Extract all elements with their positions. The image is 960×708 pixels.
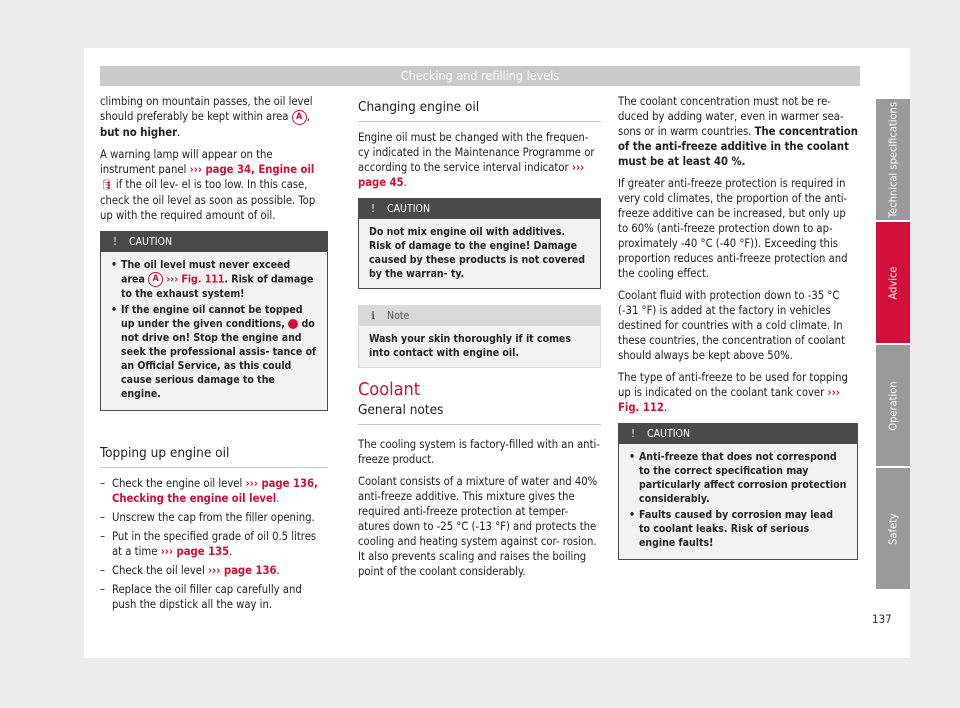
caution-header: ! CAUTION — [619, 424, 857, 444]
oil-can-icon: 🛢 — [100, 179, 113, 191]
step-item: – Replace the oil filler cap carefully and push the dipstick all the way in. — [100, 582, 328, 612]
warning-lamp-paragraph: A warning lamp will appear on the instrument panel ››› page 34, Engine oil 🛢 if the oil lev- el is too low. In this case, check the oil level as soon as possible. Top up with the required amount of oil. — [100, 147, 316, 222]
area-a-marker: A — [148, 272, 163, 287]
step-item: – Put in the specified grade of oil 0.5 litres at a time ››› page 135. — [100, 529, 328, 559]
warning-icon: ! — [113, 235, 117, 248]
section-tabs — [876, 99, 910, 591]
antifreeze-type-paragraph: The type of anti-freeze to be used for topping up is indicated on the coolant tank cover ››› Fig. 112. — [618, 371, 848, 414]
concentration-paragraph: The coolant concentration must not be re- duced by adding water, even in warmer sea- sons or in warm countries. The concentration of the anti-freeze additive in the coolant must be at least 40 %. — [618, 95, 858, 168]
caution-bullet: • Faults caused by corrosion may lead to coolant leaks. Risk of serious engine faults! — [629, 508, 847, 550]
caution-header: ! CAUTION — [359, 199, 600, 219]
tab-technical-specifications[interactable]: Technical specifications — [876, 99, 910, 220]
caution-bullet: • Anti-freeze that does not correspond to the correct specification may particularly affect corrosion protection considerably. — [629, 450, 847, 506]
cooling-system-paragraph: The cooling system is factory-filled with an anti-freeze product. — [358, 438, 600, 466]
caution-bullet: • The oil level must never exceed area A ››› Fig. 111. Risk of damage to the exhaust system! — [111, 258, 317, 301]
link-fig-111[interactable]: ››› Fig. 111 — [166, 273, 225, 285]
caution-text: Do not mix engine oil with additives. Risk of damage to the engine! Damage caused by these products is not covered by the warran- ty. — [369, 226, 586, 280]
general-notes-title: General notes — [358, 403, 601, 425]
cold-climate-paragraph: If greater anti-freeze protection is required in very cold climates, the proportion of the anti- freeze additive can be increased, but only up to 60% (anti-freeze protection down to ap- proximately -40 °C (-40 °F)). Exceeding this proportion reduces anti-freeze protection and the cooling effect. — [618, 177, 848, 280]
column-2 — [358, 94, 601, 586]
oil-level-paragraph: climbing on mountain passes, the oil level should preferably be kept within area A , but no higher. — [100, 95, 313, 139]
page-header: Checking and refilling levels — [100, 66, 860, 86]
topping-up-title: Topping up engine oil — [100, 441, 328, 468]
warning-icon: ! — [371, 203, 375, 215]
tab-advice[interactable]: Advice — [876, 222, 910, 343]
coolant-title: Coolant — [358, 379, 421, 400]
caution-header: ! CAUTION — [101, 232, 327, 252]
caution-bullet: • If the engine oil cannot be topped up under the given conditions, do not drive on! Stop the engine and seek the professional assis- tance of an Official Service, as this could cause serious damage to the engine. — [111, 303, 317, 401]
note-text: Wash your skin thoroughly if it comes into contact with engine oil. — [369, 333, 571, 359]
warning-icon: ! — [631, 428, 635, 440]
info-icon: ℹ — [371, 310, 375, 322]
changing-oil-paragraph: Engine oil must be changed with the frequen- cy indicated in the Maintenance Programme or according to the service interval indicator ››› page 45. — [358, 131, 595, 189]
tab-safety[interactable]: Safety — [876, 468, 910, 589]
column-3 — [618, 94, 858, 568]
link-page-45[interactable]: ››› page 45 — [358, 161, 585, 189]
link-page-136[interactable]: ››› page 136, Checking the engine oil level — [112, 476, 318, 505]
warning-lamp-icon — [288, 319, 298, 329]
step-item: – Check the oil level ››› page 136. — [100, 563, 328, 578]
coolant-mixture-paragraph: Coolant consists of a mixture of water and 40% anti-freeze additive. This mixture gives the required anti-freeze protection at temper- atures down to -25 °C (-13 °F) and protects the cooling and heating system against cor- rosion. It also prevents scaling and raises the boiling point of the coolant considerably. — [358, 475, 598, 578]
tab-operation[interactable]: Operation — [876, 345, 910, 466]
note-header: ℹ Note — [359, 306, 600, 326]
factory-coolant-paragraph: Coolant fluid with protection down to -35 °C (-31 °F) is added at the factory in vehicles destined for countries with a cold climate. In these countries, the concentration of coolant should always be kept above 50%. — [618, 289, 845, 362]
step-item: – Unscrew the cap from the filler opening. — [100, 510, 328, 525]
changing-oil-title: Changing engine oil — [358, 94, 601, 122]
caution-box-additives — [358, 198, 601, 289]
link-page-135[interactable]: ››› page 135 — [160, 544, 230, 558]
step-item: – Check the engine oil level ››› page 136, Checking the engine oil level. — [100, 476, 328, 506]
caution-box-oil — [100, 231, 328, 411]
link-page-136[interactable]: ››› page 136 — [207, 563, 277, 577]
link-page-34[interactable]: ››› page 34, Engine oil — [189, 162, 315, 176]
link-fig-112[interactable]: ››› Fig. 112 — [618, 386, 840, 414]
note-box — [358, 305, 601, 368]
page-number: 137 — [872, 612, 892, 626]
column-1 — [100, 94, 328, 616]
caution-box-antifreeze — [618, 423, 858, 560]
area-a-marker: A — [292, 110, 307, 125]
